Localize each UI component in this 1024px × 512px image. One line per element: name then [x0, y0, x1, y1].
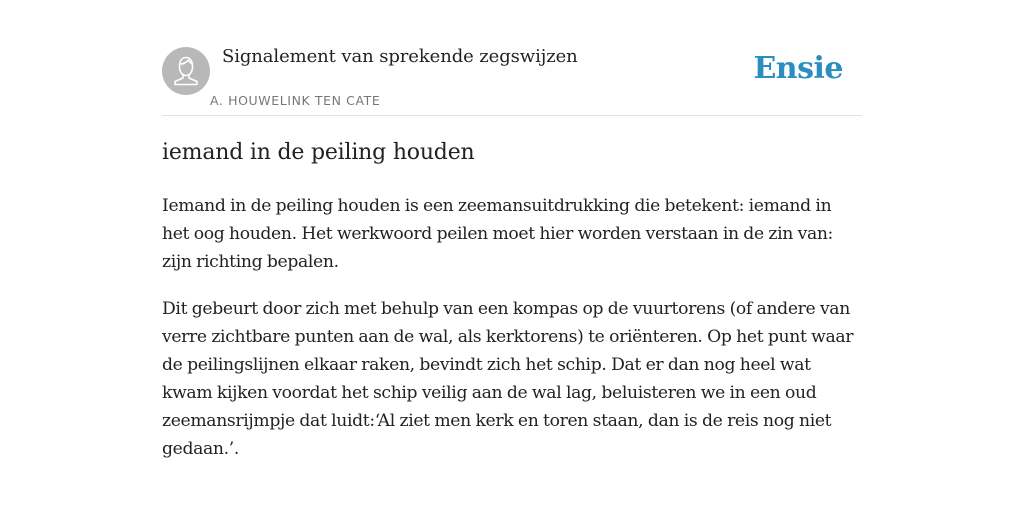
header — [162, 44, 862, 116]
entry-paragraph-2: Dit gebeurt door zich met behulp van een kompas op de vuurtorens (of andere van verre zichtbare punten aan de wal, als kerktorens) te oriënteren. Op het punt waar de peilingslijnen elkaar raken, bevindt zich het schip. Dat er dan nog heel wat kwam kijken voordat het schip veilig aan de wal lag, beluisteren we in een oud zeemansrijmpje dat luidt:‘Al ziet men kerk en toren staan, dan is de reis nog niet gedaan.’. — [162, 299, 854, 459]
user-silhouette-icon — [162, 47, 210, 95]
author-name[interactable]: A. HOUWELINK TEN CATE — [210, 93, 381, 108]
entry-paragraph-1: Iemand in de peiling houden is een zeemansuitdrukking die betekent: iemand in het oog houden. Het werkwoord peilen moet hier worden verstaan in de zin van: zijn richting bepalen. — [162, 196, 833, 272]
entry-body — [162, 192, 862, 482]
source-title[interactable]: Signalement van sprekende zegswijzen — [222, 46, 578, 67]
entry-title: iemand in de peiling houden — [162, 140, 475, 165]
author-avatar[interactable] — [162, 47, 210, 95]
ensie-logo[interactable]: Ensie — [753, 51, 843, 86]
